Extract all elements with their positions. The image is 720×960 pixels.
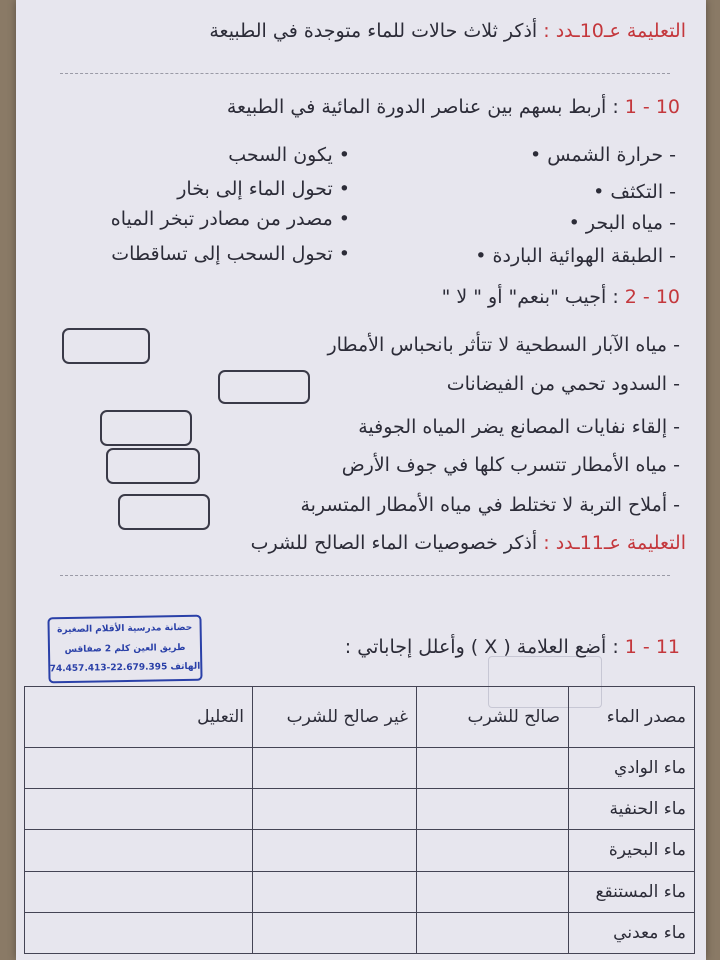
school-stamp	[47, 615, 202, 684]
instruction-10-line	[209, 22, 686, 41]
drinkable-cell[interactable]	[417, 789, 569, 830]
not-drinkable-cell[interactable]	[253, 912, 417, 953]
answer-box[interactable]	[100, 410, 192, 446]
justification-cell[interactable]	[25, 748, 253, 789]
match-left-item: - مياه البحر •	[568, 212, 676, 234]
match-right-item: • يكون السحب	[228, 144, 350, 166]
question-10-2-number: 10 - 2	[624, 286, 680, 308]
instruction-11-label: التعليمة عـ11ـدد :	[543, 532, 686, 554]
stamp-line: حضانة مدرسية الأقلام الصغيرة	[57, 622, 193, 636]
table-header: مصدر الماء	[569, 687, 695, 748]
question-11-1-instruction: : أضع العلامة ( X ) وأعلل إجاباتي :	[344, 636, 619, 658]
table-row	[25, 830, 695, 871]
question-10-1-number: 10 - 1	[624, 96, 680, 118]
water-source-cell: ماء المستنقع	[569, 871, 695, 912]
justification-cell[interactable]	[25, 830, 253, 871]
stamp-line: الهاتف 22.679.395-74.457.413	[49, 661, 201, 675]
answer-line	[60, 575, 670, 576]
answer-table	[24, 686, 695, 954]
table-row	[25, 871, 695, 912]
drinkable-cell[interactable]	[417, 748, 569, 789]
not-drinkable-cell[interactable]	[253, 789, 417, 830]
table-row	[25, 789, 695, 830]
question-10-1	[227, 98, 680, 117]
water-source-cell: ماء معدني	[569, 912, 695, 953]
justification-cell[interactable]	[25, 789, 253, 830]
not-drinkable-cell[interactable]	[253, 830, 417, 871]
question-10-2	[442, 288, 680, 307]
answer-box[interactable]	[62, 328, 150, 364]
instruction-10-label: التعليمة عـ10ـدد :	[543, 20, 686, 42]
yes-no-item: - مياه الآبار السطحية لا تتأثر بانحباس الأمطار	[327, 334, 680, 356]
not-drinkable-cell[interactable]	[253, 871, 417, 912]
drinkable-cell[interactable]	[417, 912, 569, 953]
table-header-row	[25, 687, 695, 748]
answer-box[interactable]	[106, 448, 200, 484]
table-row	[25, 912, 695, 953]
justification-cell[interactable]	[25, 871, 253, 912]
stamp-line: طريق العين كلم 2 صفاقس	[64, 642, 186, 656]
table-header: التعليل	[25, 687, 253, 748]
answer-box[interactable]	[218, 370, 310, 404]
question-10-1-instruction: : أربط بسهم بين عناصر الدورة المائية في الطبيعة	[226, 96, 619, 118]
water-source-cell: ماء الحنفية	[569, 789, 695, 830]
table-row	[25, 748, 695, 789]
match-right-item: • مصدر من مصادر تبخر المياه	[110, 208, 350, 230]
match-left-item: - التكثف •	[593, 181, 676, 203]
yes-no-item: - السدود تحمي من الفيضانات	[446, 373, 680, 395]
justification-cell[interactable]	[25, 912, 253, 953]
match-left-item: - الطبقة الهوائية الباردة •	[475, 245, 676, 267]
match-left-item: - حرارة الشمس •	[529, 144, 676, 166]
answer-line	[60, 73, 670, 74]
instruction-10-text: أذكر ثلاث حالات للماء متوجدة في الطبيعة	[209, 20, 538, 42]
drinkable-cell[interactable]	[417, 871, 569, 912]
water-source-cell: ماء البحيرة	[569, 830, 695, 871]
instruction-11-text: أذكر خصوصيات الماء الصالح للشرب	[250, 532, 538, 554]
question-11-1	[345, 638, 680, 657]
yes-no-item: - أملاح التربة لا تختلط في مياه الأمطار المتسربة	[300, 494, 680, 516]
not-drinkable-cell[interactable]	[253, 748, 417, 789]
answer-box[interactable]	[118, 494, 210, 530]
instruction-11-line	[251, 534, 686, 553]
drinkable-cell[interactable]	[417, 830, 569, 871]
table-header: صالح للشرب	[417, 687, 569, 748]
water-source-cell: ماء الوادي	[569, 748, 695, 789]
yes-no-item: - إلقاء نفايات المصانع يضر المياه الجوفية	[358, 416, 680, 438]
table-header: غير صالح للشرب	[253, 687, 417, 748]
match-right-item: • تحول السحب إلى تساقطات	[111, 243, 350, 265]
yes-no-item: - مياه الأمطار تتسرب كلها في جوف الأرض	[341, 454, 680, 476]
question-10-2-instruction: : أجيب "بنعم" أو " لا "	[441, 286, 619, 308]
match-right-item: • تحول الماء إلى بخار	[177, 178, 350, 200]
question-11-1-number: 11 - 1	[624, 636, 680, 658]
